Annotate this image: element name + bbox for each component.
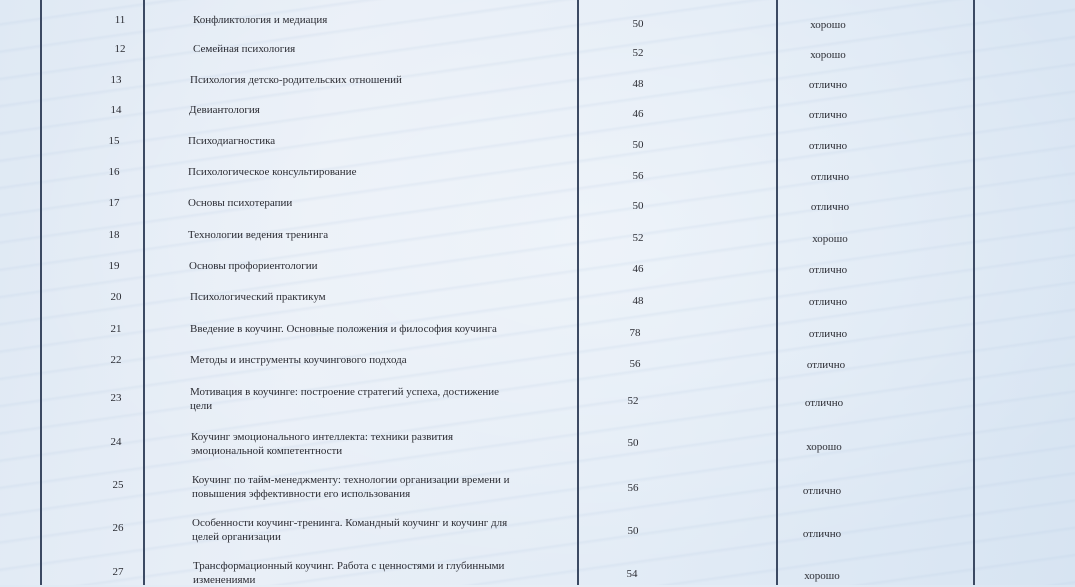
discipline-name: Введение в коучинг. Основные положения и философия коучинга — [190, 323, 497, 335]
discipline-name: Психологическое консультирование — [188, 166, 357, 178]
table-border-right — [973, 0, 975, 585]
discipline-name: Технологии ведения тренинга — [188, 229, 329, 241]
row-number: 15 — [108, 135, 120, 147]
grade-value: хорошо — [804, 570, 840, 582]
hours-value: 50 — [627, 437, 639, 449]
grade-value: отлично — [808, 79, 848, 91]
grade-value: отлично — [802, 485, 842, 497]
hours-value: 50 — [632, 200, 644, 212]
discipline-name: Мотивация в коучинге: построение стратегий успеха, достижение цели — [190, 386, 499, 412]
column-divider-number — [143, 0, 145, 585]
grade-value: отлично — [810, 201, 850, 213]
hours-value: 54 — [626, 568, 638, 580]
row-number: 20 — [110, 291, 122, 303]
hours-value: 50 — [627, 525, 639, 537]
grade-value: отлично — [804, 397, 844, 409]
grade-value: отлично — [806, 359, 846, 371]
hours-value: 50 — [632, 139, 644, 151]
row-number: 17 — [108, 197, 120, 209]
discipline-name: Психодиагностика — [188, 135, 276, 147]
row-number: 11 — [114, 14, 126, 26]
hours-value: 52 — [632, 47, 644, 59]
grade-value: отлично — [802, 528, 842, 540]
discipline-name: Коучинг по тайм-менеджменту: технологии организации времени и повышения эффективности его использования — [192, 474, 510, 500]
grade-value: хорошо — [806, 441, 842, 453]
grade-value: хорошо — [810, 19, 846, 31]
grade-value: отлично — [808, 264, 848, 276]
discipline-name: Конфликтология и медиация — [193, 14, 328, 26]
row-number: 13 — [110, 74, 122, 86]
grade-value: отлично — [808, 140, 848, 152]
hours-value: 56 — [627, 482, 639, 494]
row-number: 18 — [108, 229, 120, 241]
hours-value: 48 — [632, 78, 644, 90]
row-number: 25 — [112, 479, 124, 491]
grade-value: отлично — [808, 109, 848, 121]
table-border-left — [40, 0, 42, 585]
discipline-name: Основы профориентологии — [189, 260, 318, 272]
row-number: 26 — [112, 522, 124, 534]
hours-value: 52 — [632, 232, 644, 244]
row-number: 16 — [108, 166, 120, 178]
hours-value: 50 — [632, 18, 644, 30]
row-number: 19 — [108, 260, 120, 272]
grade-value: отлично — [808, 328, 848, 340]
discipline-name: Методы и инструменты коучингового подхода — [190, 354, 407, 366]
row-number: 21 — [110, 323, 122, 335]
column-divider-hours — [776, 0, 778, 585]
hours-value: 48 — [632, 295, 644, 307]
hours-value: 56 — [629, 358, 641, 370]
row-number: 23 — [110, 392, 122, 404]
hours-value: 46 — [632, 263, 644, 275]
discipline-name: Семейная психология — [193, 43, 296, 55]
grade-value: хорошо — [810, 49, 846, 61]
grade-value: отлично — [808, 296, 848, 308]
row-number: 22 — [110, 354, 122, 366]
column-divider-discipline — [577, 0, 579, 585]
discipline-name: Коучинг эмоционального интеллекта: техники развития эмоциональной компетентности — [191, 431, 454, 457]
grade-value: отлично — [810, 171, 850, 183]
discipline-name: Девиантология — [189, 104, 260, 116]
grade-value: хорошо — [812, 233, 848, 245]
hours-value: 78 — [629, 327, 641, 339]
discipline-name: Психологический практикум — [190, 291, 326, 303]
discipline-name: Особенности коучинг-тренинга. Командный коучинг и коучинг для целей организации — [192, 517, 508, 543]
row-number: 27 — [112, 566, 124, 578]
row-number: 12 — [114, 43, 126, 55]
hours-value: 56 — [632, 170, 644, 182]
row-number: 14 — [110, 104, 122, 116]
row-number: 24 — [110, 436, 122, 448]
discipline-name: Трансформационный коучинг. Работа с ценностями и глубинными изменениями — [193, 560, 505, 586]
discipline-name: Основы психотерапии — [188, 197, 293, 209]
hours-value: 46 — [632, 108, 644, 120]
hours-value: 52 — [627, 395, 639, 407]
discipline-name: Психология детско-родительских отношений — [190, 74, 402, 86]
